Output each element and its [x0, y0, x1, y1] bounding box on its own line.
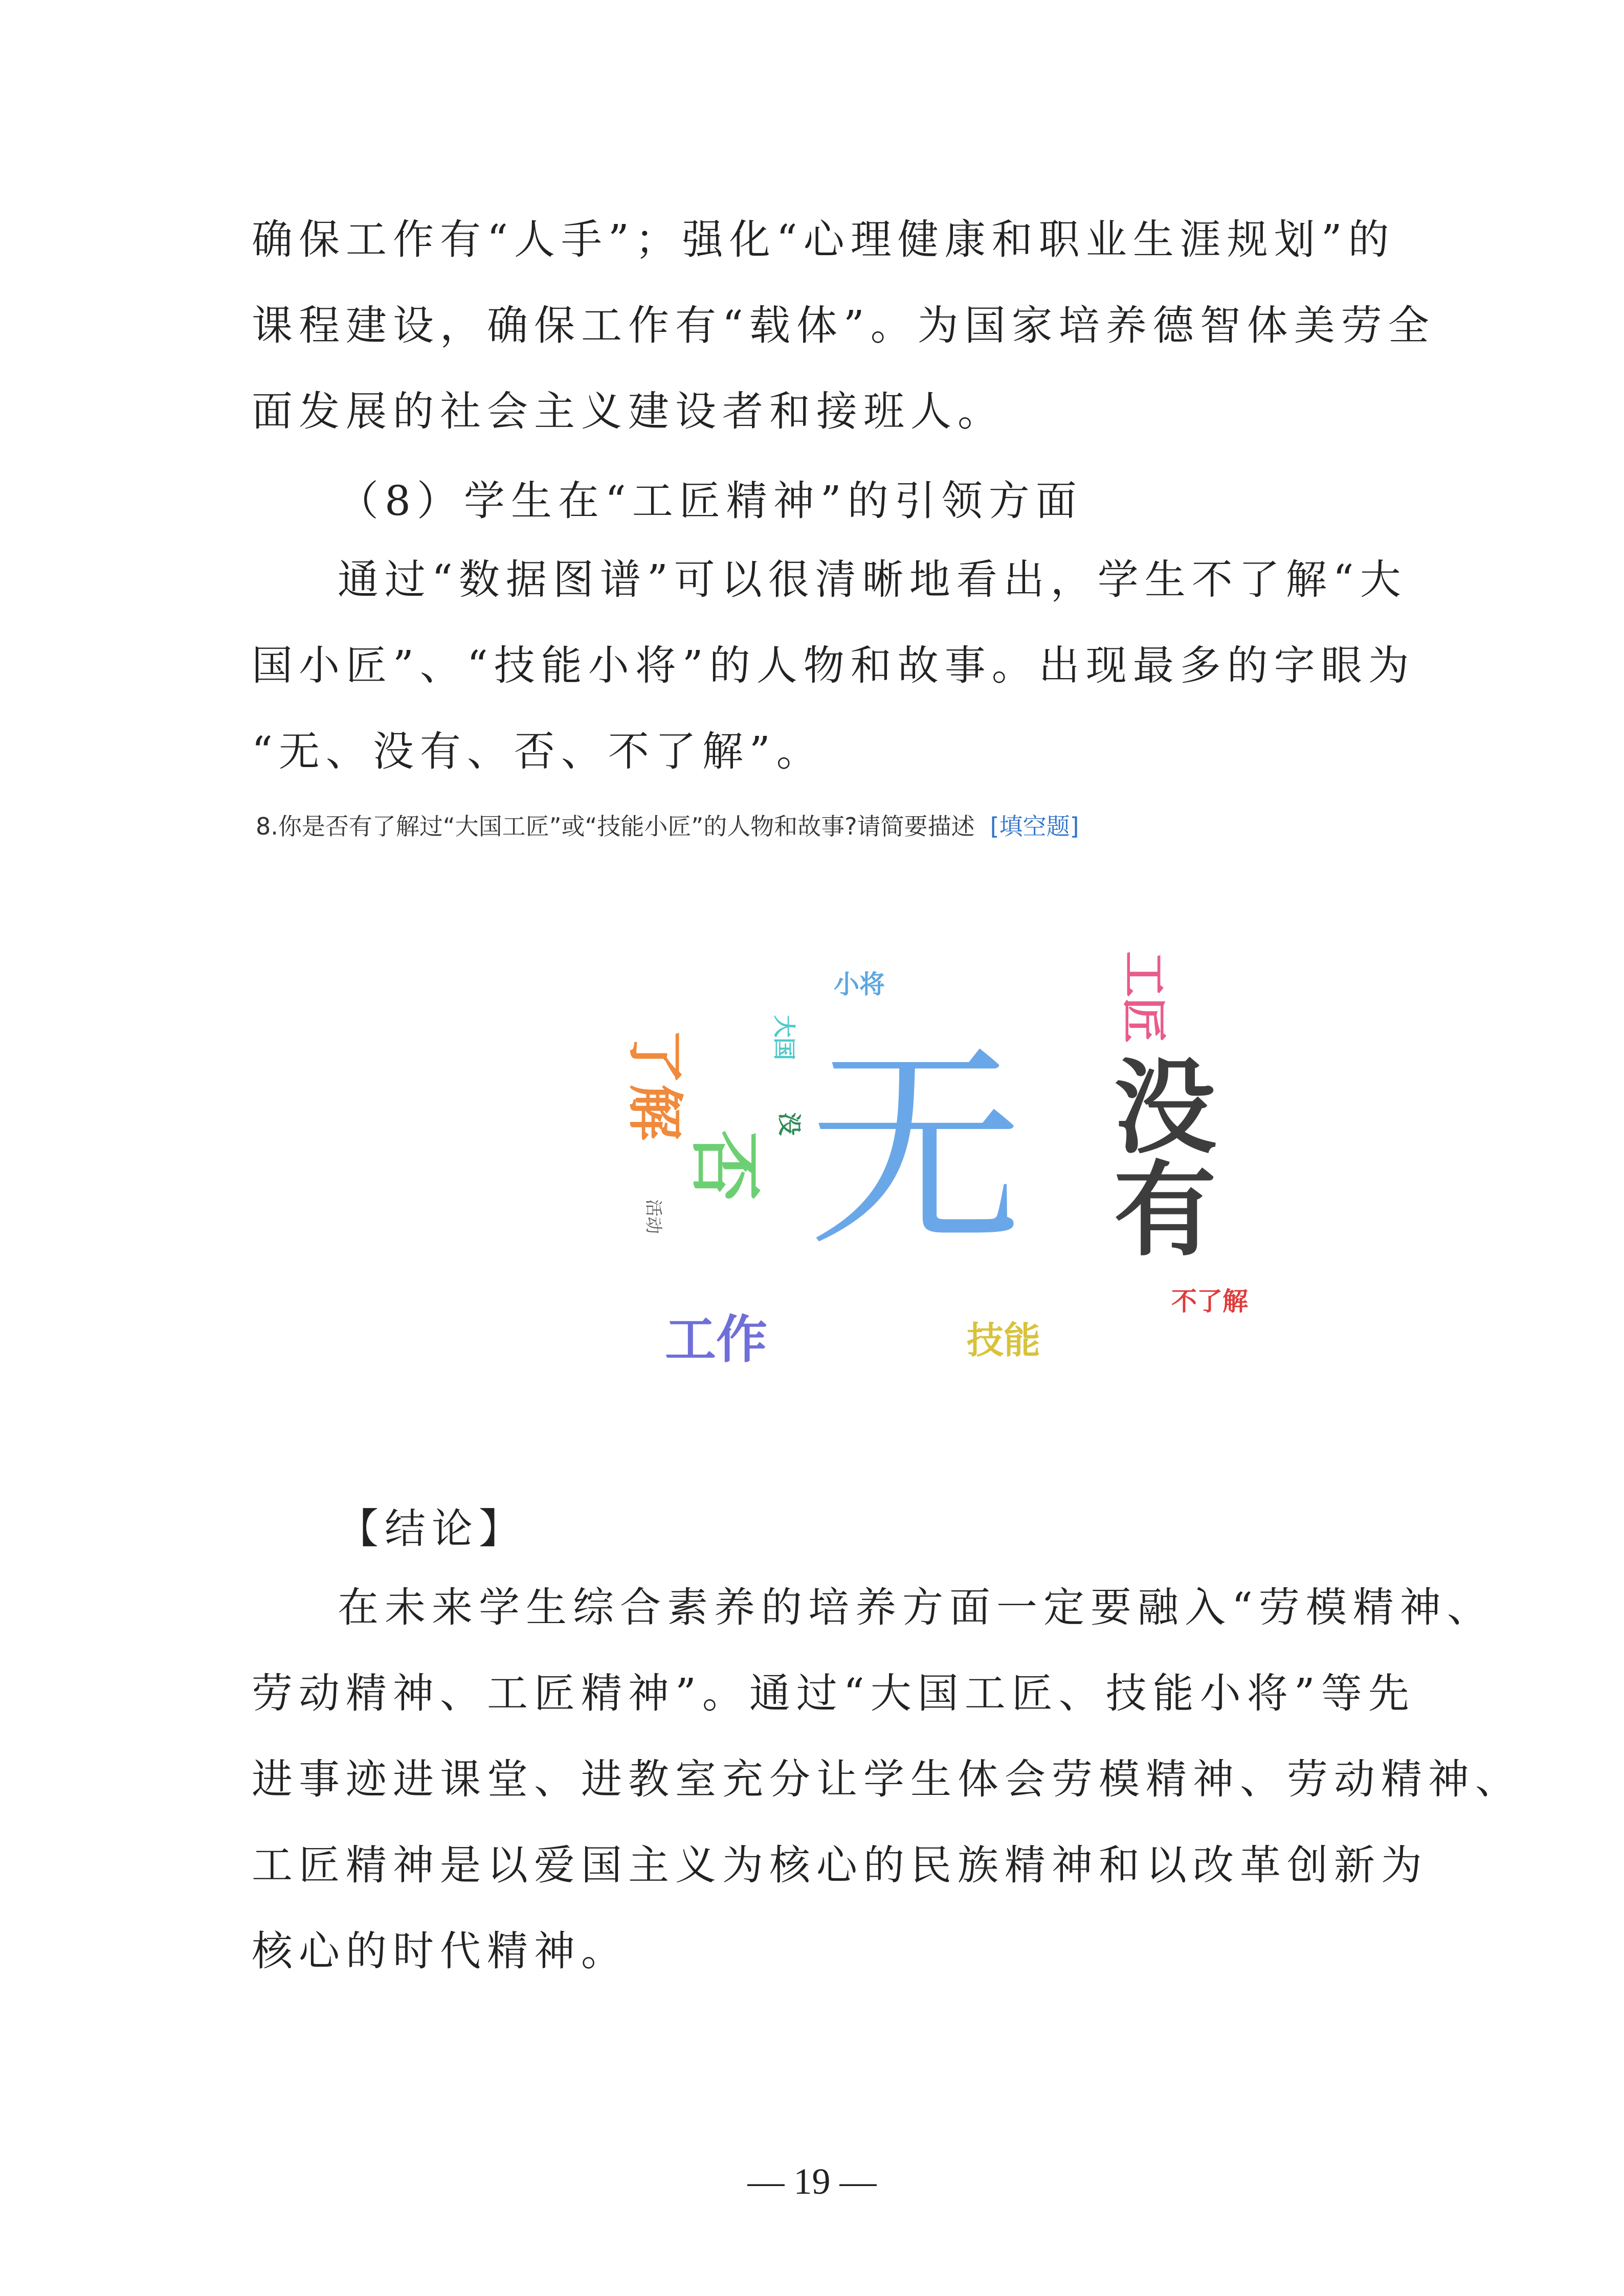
word-cloud [552, 920, 1381, 1478]
word-mei: 没 [775, 1112, 803, 1136]
text-line: 面发展的社会主义建设者和接班人。 [252, 388, 1005, 435]
word-daguo: 大国 [771, 1015, 797, 1060]
word-gongzuo: 工作 [665, 1310, 767, 1369]
text-line: 进事迹进课堂、进教室充分让学生体会劳模精神、劳动精神、 [252, 1755, 1522, 1803]
word-wu: 无 [808, 1025, 1023, 1275]
word-liaojie: 了解 [622, 1028, 687, 1140]
text-line: 劳动精神、工匠精神”。通过“大国工匠、技能小将”等先 [252, 1670, 1415, 1717]
text-line: 国小匠”、“技能小将”的人物和故事。出现最多的字眼为 [252, 642, 1415, 689]
intro-paragraph [252, 197, 1435, 455]
word-xiaojiang: 小将 [834, 970, 885, 999]
question-type-tag: [填空题] [990, 813, 1079, 840]
conclusion-heading: 【结论】 [338, 1505, 526, 1552]
text-line: 确保工作有“人手”；强化“心理健康和职业生涯规划”的 [252, 216, 1395, 263]
survey-question [256, 808, 1079, 842]
word-jineng: 技能 [967, 1319, 1041, 1362]
text-line: 通过“数据图谱”可以很清晰地看出，学生不了解“大 [338, 556, 1407, 603]
text-line: “无、没有、否、不了解”。 [252, 728, 824, 775]
text-line: 课程建设，确保工作有“载体”。为国家培养德智体美劳全 [252, 302, 1435, 349]
text-line: 核心的时代精神。 [252, 1927, 628, 1975]
text-line: 工匠精神是以爱国主义为核心的民族精神和以改革创新为 [252, 1841, 1428, 1889]
section-heading: （8）学生在“工匠精神”的引领方面 [338, 477, 1083, 525]
text-line: 在未来学生综合素养的培养方面一定要融入“劳模精神、 [338, 1584, 1494, 1631]
word-fou: 否 [682, 1130, 766, 1202]
word-huodong: 活动 [643, 1199, 663, 1234]
conclusion-paragraph [252, 1565, 1522, 1994]
word-buliaojie: 不了解 [1171, 1287, 1248, 1316]
question-text: 8.你是否有了解过“大国工匠”或“技能小匠”的人物和故事?请简要描述 [256, 813, 975, 840]
finding-paragraph [252, 537, 1418, 795]
word-meiyou: 没有 [1097, 1053, 1216, 1258]
word-gongjiang: 工匠 [1117, 951, 1170, 1043]
page-number: — 19 — [747, 2161, 877, 2202]
